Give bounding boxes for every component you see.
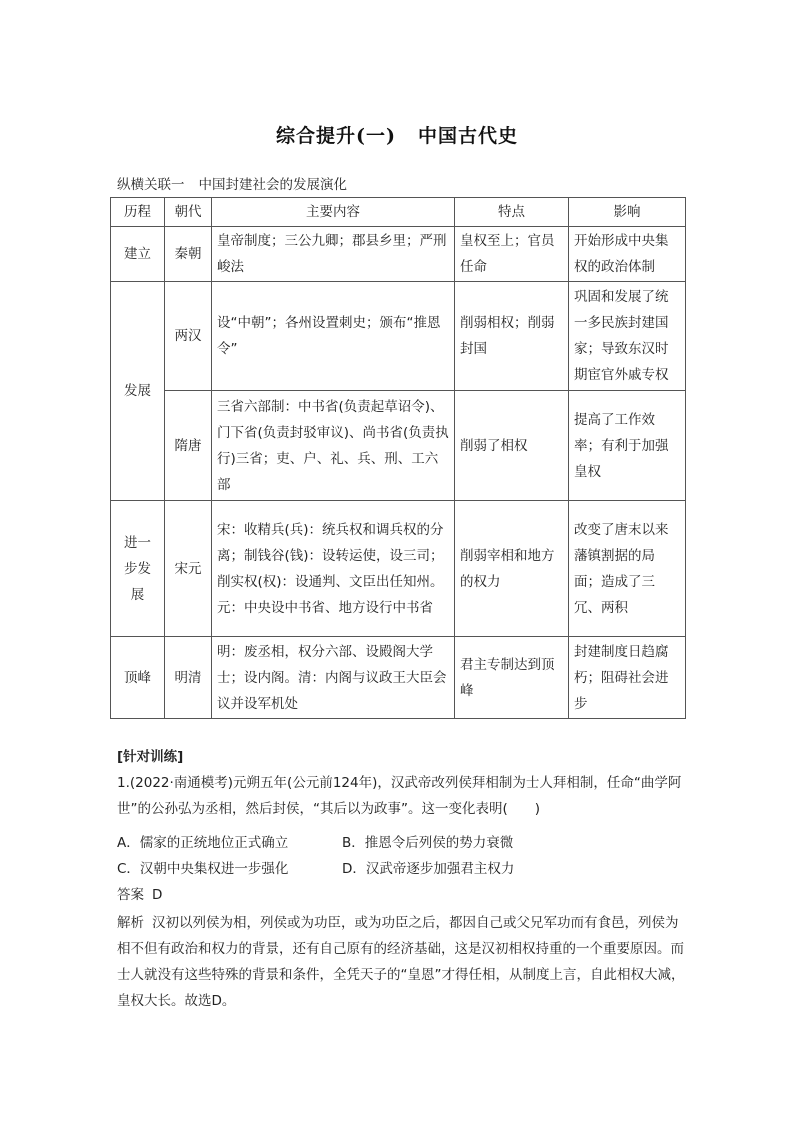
analysis-text: 汉初以列侯为相，列侯或为功臣，或为功臣之后，都因自己或父兄军功而有食邑，列侯为相不但有政治和权力的背景，还有自己原有的经济基础，这是汉初相权持重的一个重要原因。而士人就没有这些特殊的背景和条件，全凭天子的“皇恩”才得任相，从制度上言，自此相权大减，皇权大长。故选D。	[117, 915, 685, 1009]
impact-cell: 改变了唐末以来藩镇割据的局面；造成了三冗、两积	[569, 501, 686, 637]
section-subtitle	[117, 173, 347, 193]
answer-value: D	[152, 887, 163, 903]
dynasty-cell: 两汉	[165, 282, 212, 391]
feature-cell: 削弱宰相和地方的权力	[455, 501, 569, 637]
content-cell: 三省六部制：中书省(负责起草诏令)、门下省(负责封驳审议)、尚书省(负责执行)三省；吏、户、礼、兵、刑、工六部	[212, 391, 455, 501]
option-b: B．推恩令后列侯的势力衰微	[342, 835, 514, 851]
option-c: C．汉朝中央集权进一步强化	[117, 861, 289, 877]
impact-cell: 巩固和发展了统一多民族封建国家；导致东汉时期宦官外戚专权	[569, 282, 686, 391]
stage-cell: 建立	[111, 227, 165, 282]
table-row	[111, 391, 686, 501]
stage-cell: 发展	[111, 282, 165, 501]
analysis-label: 解析	[117, 915, 144, 931]
table-row	[111, 501, 686, 637]
history-table	[110, 197, 686, 719]
table-header-row	[111, 198, 686, 227]
option-d: D．汉武帝逐步加强君主权力	[342, 861, 515, 877]
table-row	[111, 227, 686, 282]
table-row	[111, 282, 686, 391]
practice-label: [针对训练]	[117, 749, 184, 765]
content-yuan: 元：中央设中书省、地方设行中书省	[217, 599, 433, 616]
answer-label: 答案	[117, 887, 144, 903]
option-a: A．儒家的正统地位正式确立	[117, 835, 289, 851]
options-block	[117, 830, 687, 882]
analysis-paragraph	[117, 910, 687, 1014]
stage-cell: 进一 步发 展	[111, 501, 165, 637]
page-title	[0, 121, 794, 148]
dynasty-cell: 秦朝	[165, 227, 212, 282]
content-song: 宋：收精兵(兵)：统兵权和调兵权的分离；制钱谷(钱)：设转运使，设三司；削实权(权)：设通判、文臣出任知州。	[217, 521, 444, 590]
dynasty-cell: 隋唐	[165, 391, 212, 501]
header-cell: 朝代	[165, 198, 212, 227]
dynasty-cell: 明清	[165, 637, 212, 719]
table-row	[111, 637, 686, 719]
subtitle-part1: 纵横关联一	[117, 177, 185, 193]
impact-cell: 封建制度日趋腐朽；阻碍社会进步	[569, 637, 686, 719]
subtitle-part2: 中国封建社会的发展演化	[198, 177, 347, 193]
options-row	[117, 830, 687, 856]
content-cell	[212, 501, 455, 637]
answer-line	[117, 882, 687, 908]
options-row	[117, 856, 687, 882]
impact-cell: 开始形成中央集权的政治体制	[569, 227, 686, 282]
title-part2: 中国古代史	[417, 125, 518, 147]
header-cell: 历程	[111, 198, 165, 227]
content-cell: 明：废丞相，权分六部、设殿阁大学士；设内阁。清：内阁与议政王大臣会议并设军机处	[212, 637, 455, 719]
content-cell: 设“中朝”；各州设置刺史；颁布“推恩令”	[212, 282, 455, 391]
content-cell: 皇帝制度；三公九卿；郡县乡里；严刑峻法	[212, 227, 455, 282]
feature-cell: 削弱相权；削弱封国	[455, 282, 569, 391]
feature-cell: 君主专制达到顶峰	[455, 637, 569, 719]
impact-cell: 提高了工作效率；有利于加强皇权	[569, 391, 686, 501]
dynasty-cell: 宋元	[165, 501, 212, 637]
title-part1: 综合提升(一)	[276, 125, 396, 147]
question-text: 1.(2022·南通模考)元朔五年(公元前124年)，汉武帝改列侯拜相制为士人拜相制，任命“曲学阿世”的公孙弘为丞相，然后封侯，“其后以为政事”。这一变化表明( )	[117, 775, 682, 817]
feature-cell: 削弱了相权	[455, 391, 569, 501]
stage-cell: 顶峰	[111, 637, 165, 719]
feature-cell: 皇权至上；官员任命	[455, 227, 569, 282]
header-cell: 影响	[569, 198, 686, 227]
header-cell: 主要内容	[212, 198, 455, 227]
header-cell: 特点	[455, 198, 569, 227]
